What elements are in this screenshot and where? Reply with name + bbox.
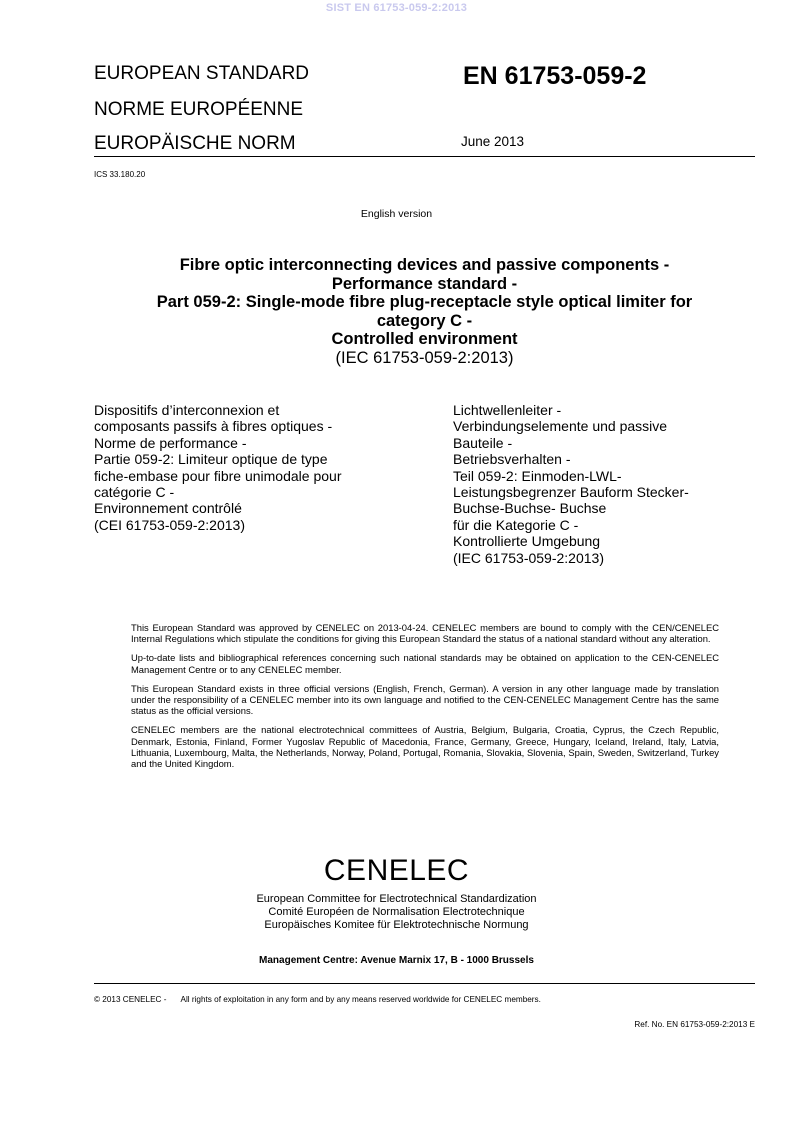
committee-names [0,893,793,932]
german-title-line: Lichtwellenleiter - [453,402,562,418]
french-title [94,402,424,533]
german-title-line: (IEC 61753-059-2:2013) [453,549,604,566]
header-divider [94,156,755,157]
committee-name-line: European Committee for Electrotechnical Standardization [256,893,537,905]
german-title-line: Bauteile - [453,434,513,451]
title-german: EUROPÄISCHE NORM [94,133,296,154]
german-title-line: Verbindungselemente und passive [453,418,668,435]
footer-divider [94,983,755,984]
french-title-line: Partie 059-2: Limiteur optique de type [94,451,328,468]
title-french: NORME EUROPÉENNE [94,99,304,120]
german-title-line: Kontrollierte Umgebung [453,533,601,550]
committee-name-line: Europäisches Komitee für Elektrotechnische Normung [264,919,529,931]
german-title-line: Betriebsverhalten - [453,451,571,468]
notice-references: Up-to-date lists and bibliographical references concerning such national standards may be obtained on application to the CEN-CENELEC Management Centre or to any CENELEC member. [131,652,719,675]
en-number: EN 61753-059-2 [463,62,647,90]
version-note: English version [360,208,433,220]
publication-date: June 2013 [461,134,525,149]
french-title-line: Dispositifs d’interconnexion et [94,402,280,418]
main-title-line: Controlled environment [331,330,518,348]
main-title [94,256,755,367]
german-title [453,402,763,566]
copyright-line [94,995,541,1004]
committee-name-line: Comité Européen de Normalisation Electrotechnique [268,906,525,918]
main-title-line: Part 059-2: Single-mode fibre plug-receptacle style optical limiter for [156,293,693,311]
german-title-line: Buchse-Buchse- Buchse [453,500,607,517]
german-title-line: für die Kategorie C - [453,516,579,533]
german-title-line: Teil 059-2: Einmoden-LWL- [453,467,622,484]
ics-code: ICS 33.180.20 [94,170,146,179]
organization-name: CENELEC [323,854,470,887]
notice-block [131,622,719,777]
french-title-line: Environnement contrôlé [94,500,242,517]
french-title-line: Norme de performance - [94,434,247,451]
notice-approval: This European Standard was approved by CENELEC on 2013-04-24. CENELEC members are bound to comply with the CEN/CENELEC Internal Regulations which stipulate the conditions for giving this European Standard the status of a national standard without any alteration. [131,622,719,645]
management-centre: Management Centre: Avenue Marnix 17, B - 1000 Brussels [259,955,534,966]
notice-versions: This European Standard exists in three official versions (English, French, German). A version in any other language made by translation under the responsibility of a CENELEC member into its own language and notified to the CEN-CENELEC Management Centre has the same status as the official versions. [131,682,719,717]
title-english: EUROPEAN STANDARD [94,63,310,84]
french-title-line: fiche-embase pour fibre unimodale pour [94,467,342,484]
reference-number: Ref. No. EN 61753-059-2:2013 E [634,1020,755,1029]
french-title-line: composants passifs à fibres optiques - [94,418,333,435]
main-title-line: category C - [376,311,473,330]
french-title-line: (CEI 61753-059-2:2013) [94,516,245,533]
french-title-line: catégorie C - [94,484,175,501]
notice-members: CENELEC members are the national electrotechnical committees of Austria, Belgium, Bulgaria, Croatia, Cyprus, the Czech Republic, Denmark, Estonia, Finland, Former Yugoslav Republic of Macedonia, France, Germany, Greece, Hungary, Iceland, Ireland, Italy, Latvia, Lithuania, Luxembourg, Malta, the Netherlands, Norway, Poland, Portugal, Romania, Slovakia, Slovenia, Spain, Sweden, Switzerland, Turkey and the United Kingdom. [131,724,719,770]
main-title-reference: (IEC 61753-059-2:2013) [335,348,514,367]
main-title-line: Performance standard - [331,274,518,293]
german-title-line: Leistungsbegrenzer Bauform Stecker- [453,484,689,501]
watermark: SIST EN 61753-059-2:2013 [325,2,468,14]
rights-statement: All rights of exploitation in any form and by any means reserved worldwide for CENELEC members. [180,995,541,1004]
copyright-notice: © 2013 CENELEC - [94,995,167,1004]
main-title-line: Fibre optic interconnecting devices and passive components - [179,256,670,274]
